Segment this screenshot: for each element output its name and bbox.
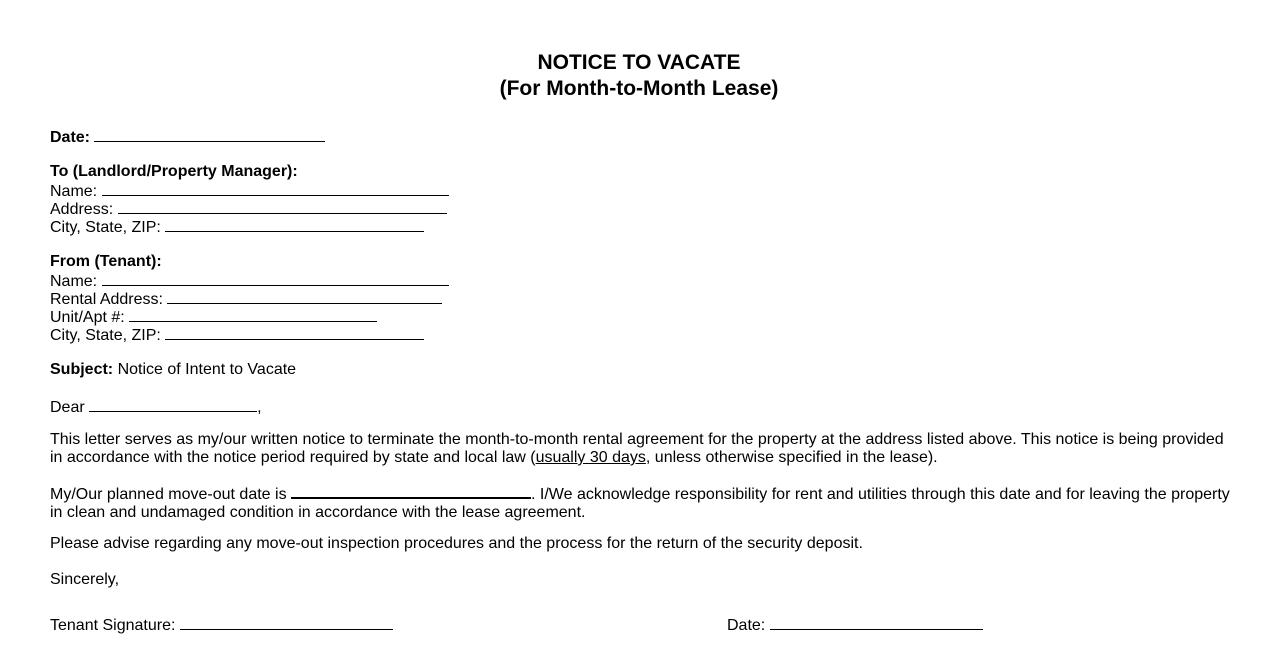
to-name-field[interactable] [102,181,449,196]
subject-text: Notice of Intent to Vacate [117,361,297,378]
document-subtitle: (For Month-to-Month Lease) [499,77,779,100]
from-name-label: Name: [50,273,98,290]
comma: , [257,399,262,416]
from-heading: From (Tenant): [50,253,162,270]
to-city-label: City, State, ZIP: [50,219,161,236]
date-field[interactable] [94,127,325,142]
document-title: NOTICE TO VACATE [537,51,741,74]
signature-label: Tenant Signature: [50,617,176,634]
to-address-label: Address: [50,201,114,218]
paragraph-move-out [50,483,1230,522]
closing: Sincerely, [50,571,120,588]
notice-period: usually 30 days [535,449,646,466]
dear-label: Dear [50,399,85,416]
signature-field[interactable] [180,615,393,630]
subject-label: Subject: [50,361,114,378]
p1-text: This letter serves as my/our written notice to terminate the month-to-month rental agreement for the property at the address listed above. This notice is being provided in accordance with the notice period required by state and local law ( [50,431,1224,466]
to-city-field[interactable] [165,217,424,232]
p1-text-end: , unless otherwise specified in the lease). [645,449,938,466]
date-label: Date: [50,129,91,146]
p2-text: My/Our planned move-out date is [50,486,292,503]
rental-address-field[interactable] [167,289,442,304]
paragraph-inspection: Please advise regarding any move-out inspection procedures and the process for the return of the security deposit. [50,535,863,552]
to-name-label: Name: [50,183,98,200]
to-address-field[interactable] [118,199,447,214]
from-name-field[interactable] [102,271,449,286]
from-city-field[interactable] [165,325,424,340]
to-heading: To (Landlord/Property Manager): [50,163,298,180]
from-city-label: City, State, ZIP: [50,327,161,344]
signature-date-label: Date: [727,617,766,634]
move-out-date-field[interactable] [291,483,531,499]
paragraph-notice [50,431,1230,467]
recipient-field[interactable] [89,397,257,412]
unit-field[interactable] [129,307,377,322]
unit-label: Unit/Apt #: [50,309,125,326]
rental-address-label: Rental Address: [50,291,163,308]
signature-date-field[interactable] [770,615,983,630]
p2-text-end: . I/We acknowledge responsibility for rent and utilities through this date and for leaving the property in clean and undamaged condition in accordance with the lease agreement. [50,486,1230,521]
